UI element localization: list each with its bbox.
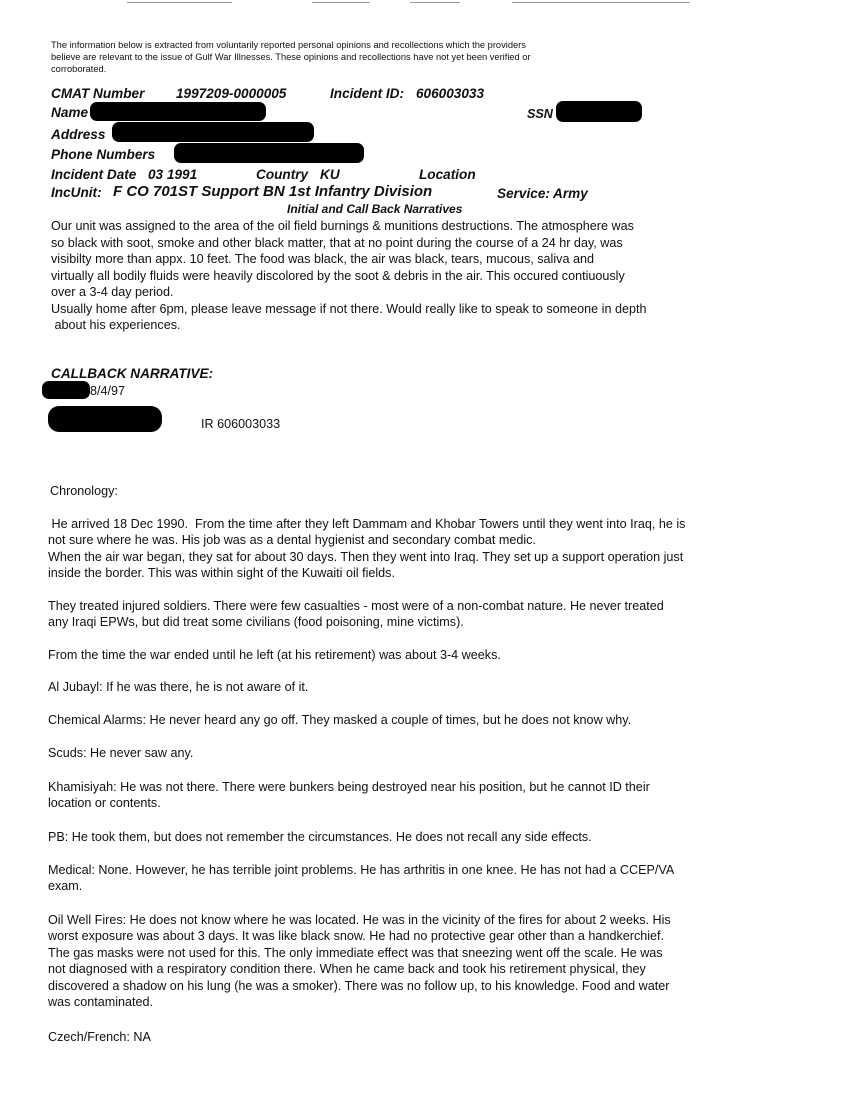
paragraph	[48, 516, 788, 582]
paragraph-line: discovered a shadow on his lung (he was a smoker). There was no follow up, to his knowledge. Food and water	[48, 978, 670, 993]
narrative-line: virtually all bodily fluids were heavily discolored by the soot & debris in the air. This occured contiuously	[51, 268, 625, 283]
paragraph-line: They treated injured soldiers. There were few casualties - most were of a non-combat nature. He never treated	[48, 599, 664, 613]
ir-number: IR 606003033	[201, 417, 281, 431]
paragraph-line: He arrived 18 Dec 1990. From the time after they left Dammam and Khobar Towers until they went into Iraq, he is	[48, 517, 686, 531]
paragraph-line: Czech/French: NA	[48, 1030, 151, 1044]
disclaimer-line: The information below is extracted from voluntarily reported personal opinions and recollections which the providers	[51, 40, 526, 50]
narrative-line: over a 3-4 day period.	[51, 285, 174, 299]
service-value: Army	[553, 186, 588, 201]
scan-artifact-line	[127, 2, 232, 3]
incunit-value: F CO 701ST Support BN 1st Infantry Division	[113, 183, 433, 200]
paragraph-line: Scuds: He never saw any.	[48, 746, 194, 760]
callback-title: CALLBACK NARRATIVE:	[51, 366, 214, 381]
paragraph-line: was contaminated.	[48, 995, 154, 1010]
incident-id-value: 606003033	[416, 86, 485, 101]
country-label: Country	[256, 167, 309, 182]
ssn-label: SSN	[527, 107, 553, 121]
paragraph	[48, 598, 788, 631]
incident-date-value: 03 1991	[148, 167, 198, 182]
paragraph-line: Oil Well Fires: He does not know where he was located. He was in the vicinity of the fires for about 2 weeks. His	[48, 913, 671, 927]
paragraph-line: location or contents.	[48, 796, 161, 811]
paragraph-line: any Iraqi EPWs, but did treat some civilians (food poisoning, mine victims).	[48, 615, 464, 630]
chronology-label: Chronology:	[50, 484, 118, 498]
paragraph	[48, 912, 788, 1010]
incident-date-label: Incident Date	[51, 167, 137, 182]
name-redaction	[90, 102, 266, 121]
incunit-label: IncUnit:	[51, 185, 102, 200]
interviewer-redaction	[48, 406, 162, 432]
scan-artifact-line	[312, 2, 370, 3]
cmat-number-label: CMAT Number	[51, 86, 145, 101]
paragraph-line: When the air war began, they sat for about 30 days. Then they went into Iraq. They set up a support operation just	[48, 549, 684, 564]
paragraph	[48, 712, 788, 728]
paragraph	[48, 647, 788, 663]
narrative-line: about his experiences.	[51, 318, 181, 332]
paragraph	[48, 1029, 788, 1045]
paragraph-line: inside the border. This was within sight of the Kuwaiti oil fields.	[48, 566, 395, 581]
name-label: Name	[51, 105, 89, 120]
paragraph-line: Medical: None. However, he has terrible joint problems. He has arthritis in one knee. He has not had a CCEP/VA	[48, 863, 675, 877]
phone-redaction	[174, 143, 364, 163]
paragraph	[48, 779, 788, 812]
paragraph-line: not diagnosed with a respiratory condition there. When he came back and took his retirement physical, they	[48, 962, 646, 977]
narrative-line: so black with soot, smoke and other black matter, that at no point during the course of a 24 hr day, was	[51, 235, 623, 250]
scan-artifact-line	[410, 2, 460, 3]
paragraph-line: Al Jubayl: If he was there, he is not aware of it.	[48, 680, 309, 694]
ssn-redaction	[556, 101, 642, 122]
callback-date: 8/4/97	[90, 384, 126, 398]
initial-narrative	[51, 218, 647, 334]
paragraph-line: worst exposure was about 3 days. It was like black snow. He had no protective gear other than a handkerchief.	[48, 929, 665, 944]
paragraph-line: PB: He took them, but does not remember the circumstances. He does not recall any side effects.	[48, 830, 592, 844]
disclaimer-line: corroborated.	[51, 64, 107, 74]
disclaimer	[51, 39, 571, 75]
address-redaction	[112, 122, 314, 142]
location-label: Location	[419, 167, 476, 182]
narrative-line: visibilty more than appx. 10 feet. The food was black, the air was black, tears, mucous, saliva and	[51, 252, 594, 266]
narrative-line: Our unit was assigned to the area of the oil field burnings & munitions destructions. The atmosphere was	[51, 219, 634, 233]
narrative-line: Usually home after 6pm, please leave message if not there. Would really like to speak to someone in depth	[51, 301, 647, 316]
cmat-number-value: 1997209-0000005	[176, 86, 287, 101]
paragraph	[48, 862, 788, 895]
section-title: Initial and Call Back Narratives	[287, 202, 463, 216]
paragraph-line: exam.	[48, 879, 83, 894]
phone-numbers-label: Phone Numbers	[51, 147, 156, 162]
callback-name-redaction	[42, 381, 90, 399]
scan-artifact-line	[512, 2, 690, 3]
paragraph	[48, 829, 788, 845]
service-label: Service:	[497, 186, 550, 201]
paragraph-line: not sure where he was. His job was as a dental hygienist and secondary combat medic.	[48, 533, 536, 548]
address-label: Address	[51, 127, 106, 142]
incident-id-label: Incident ID:	[330, 86, 405, 101]
paragraph-line: From the time the war ended until he left (at his retirement) was about 3-4 weeks.	[48, 648, 501, 662]
paragraph	[48, 745, 788, 761]
disclaimer-line: believe are relevant to the issue of Gulf War Illnesses. These opinions and recollections have not yet been verified or	[51, 52, 531, 62]
paragraph	[48, 679, 788, 695]
paragraph-line: Chemical Alarms: He never heard any go off. They masked a couple of times, but he does not know why.	[48, 713, 632, 727]
paragraph-line: Khamisiyah: He was not there. There were bunkers being destroyed near his position, but he cannot ID their	[48, 780, 650, 794]
country-value: KU	[320, 167, 340, 182]
paragraph-line: The gas masks were not used for this. The only immediate effect was that sneezing went off the scale. He was	[48, 945, 663, 960]
